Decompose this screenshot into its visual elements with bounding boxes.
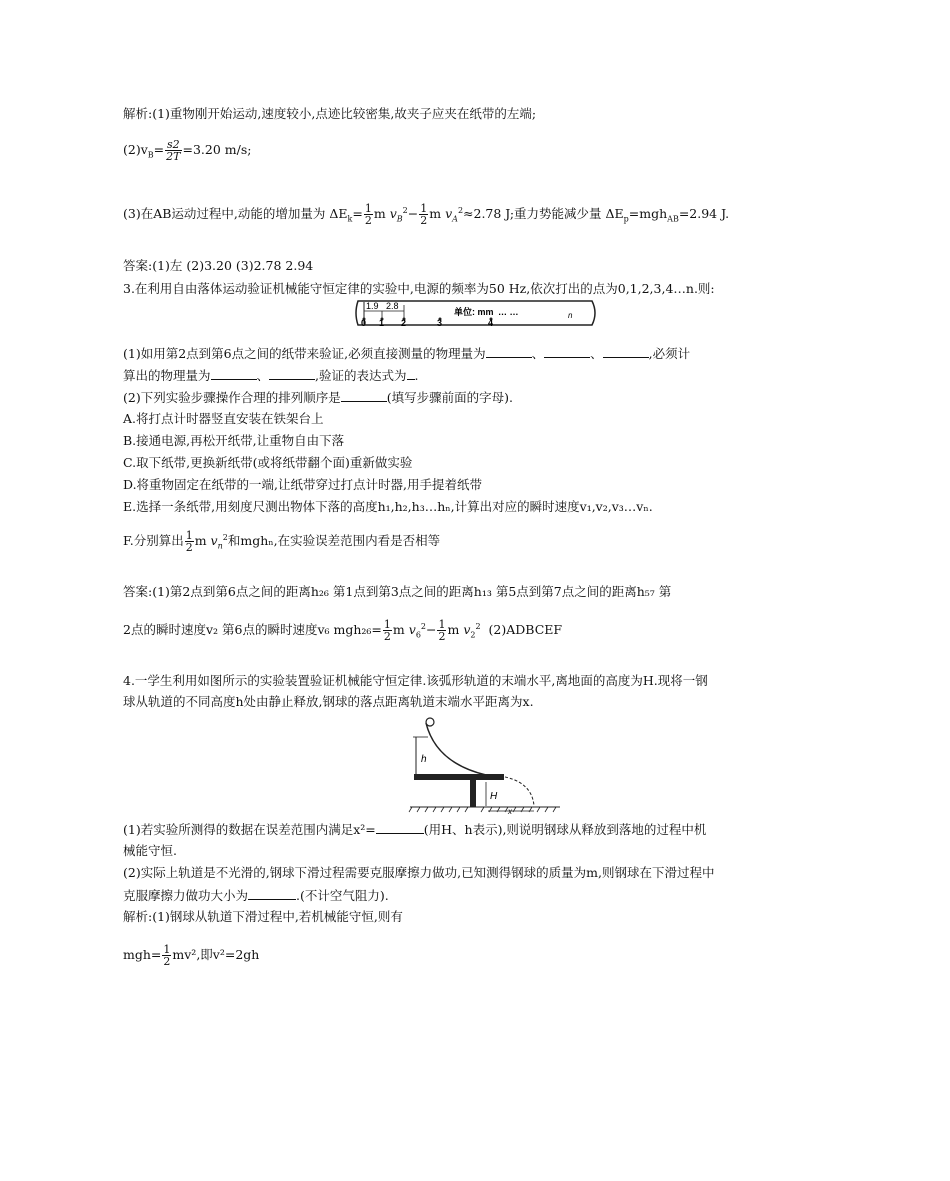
answer-blank	[603, 345, 649, 358]
q4-sub2-line2: 克服摩擦力做功大小为 .(不计空气阻力).	[123, 888, 389, 903]
q4-analysis-line1: 解析:(1)钢球从轨道下滑过程中,若机械能守恒,则有	[123, 909, 403, 924]
q3-answer-line1: 答案:(1)第2点到第6点之间的距离h₂₆ 第1点到第3点之间的距离h₁₃ 第5点到第7点之间的距离h₅₇ 第	[123, 584, 672, 599]
trajectory-curve	[500, 776, 534, 806]
analysis-line-1: 解析:(1)重物刚开始运动,速度较小,点迹比较密集,故夹子应夹在纸带的左端;	[123, 106, 537, 121]
q3-answer-line2: 2点的瞬时速度v₂ 第6点的瞬时速度v₆ mgh₂₆= $\frac{1}{2}$ m $v_6^2-$ $\frac{1}{2}$ m $v_2^2$ (2)ADBCEF	[123, 618, 563, 644]
answer-blank	[544, 345, 590, 358]
question-4-stem-1: 4.一学生利用如图所示的实验装置验证机械能守恒定律.该弧形轨道的末端水平,离地面的高度为H.现将一钢	[123, 673, 708, 688]
svg-text:H: H	[490, 791, 498, 802]
question-4-stem-2: 球从轨道的不同高度h处由静止释放,钢球的落点距离轨道末端水平距离为x.	[123, 694, 534, 709]
option-e: E.选择一条纸带,用刻度尺测出物体下落的高度h₁,h₂,h₃…hₙ,计算出对应的瞬时速度v₁,v₂,v₃…vₙ.	[123, 499, 653, 514]
option-d: D.将重物固定在纸带的一端,让纸带穿过打点计时器,用手提着纸带	[123, 477, 482, 492]
track-table	[414, 774, 504, 780]
svg-text:单位: mm: 单位: mm	[454, 307, 494, 317]
option-f: F.分别算出 $\frac{1}{2}$ m $v_n^2$和mghₙ,在实验误差范围内看是否相等	[123, 529, 441, 555]
option-c: C.取下纸带,更换新纸带(或将纸带翻个面)重新做实验	[123, 455, 413, 470]
answer-blank	[211, 367, 257, 380]
q3-sub2: (2)下列实验步骤操作合理的排列顺序是 (填写步骤前面的字母).	[123, 390, 513, 405]
answer-blank	[376, 821, 424, 834]
q3-sub1-line1: (1)如用第2点到第6点之间的纸带来验证,必须直接测量的物理量为 、 、 ,必须计	[123, 346, 691, 361]
answer-blank	[248, 887, 296, 900]
option-a: A.将打点计时器竖直安装在铁架台上	[123, 411, 324, 426]
steel-ball	[426, 718, 434, 726]
answer-line: 答案:(1)左 (2)3.20 (3)2.78 2.94	[123, 258, 314, 273]
answer-blank	[341, 389, 387, 402]
q4-sub2-line1: (2)实际上轨道是不光滑的,钢球下滑过程需要克服摩擦力做功,已知测得钢球的质量为m,则钢球在下滑过程中	[123, 865, 715, 880]
q4-sub1-line2: 械能守恒.	[123, 843, 177, 858]
q4-analysis-line2: mgh= $\frac{1}{2}$ mv²,即v²=2gh	[123, 943, 260, 968]
svg-text:2.8: 2.8	[386, 301, 399, 311]
analysis-line-3: (3)在AB运动过程中,动能的增加量为 $\Delta E_k=$ $\frac{1}{2}$ m $v_B^2-$ $\frac{1}{2}$ m $v_A^2\approx 2.78$ J;重力势能减少量 $\Delta E_p=mgh_{AB}=2.94$ J.	[123, 202, 730, 228]
svg-text:3: 3	[437, 318, 443, 328]
answer-blank	[407, 367, 415, 380]
svg-text:4: 4	[488, 318, 494, 328]
option-b: B.接通电源,再松开纸带,让重物自由下落	[123, 433, 345, 448]
fraction: $\frac{s2}{2T}$	[166, 138, 181, 163]
svg-text:… …: … …	[498, 307, 519, 317]
svg-text:x: x	[508, 807, 512, 815]
answer-blank	[486, 345, 532, 358]
svg-text:1.9: 1.9	[366, 301, 379, 311]
answer-blank	[269, 367, 315, 380]
svg-text:1: 1	[379, 318, 385, 328]
analysis-line-2: $(2)v_B=$ $\frac{s2}{2T}$ =3.20 m/s;	[123, 138, 252, 163]
svg-text:n: n	[568, 311, 573, 320]
svg-text:h: h	[421, 754, 427, 765]
track-apparatus-figure	[408, 713, 564, 815]
q4-sub1-line1: (1)若实验所测得的数据在误差范围内满足x²= (用H、h表示),则说明钢球从释放到落地的过程中机	[123, 822, 707, 837]
svg-text:2: 2	[401, 318, 407, 328]
question-3-stem: 3.在利用自由落体运动验证机械能守恒定律的实验中,电源的频率为50 Hz,依次打出的点为0,1,2,3,4…n.则:	[123, 281, 715, 296]
svg-text:0: 0	[361, 318, 367, 328]
q3-sub1-line2: 算出的物理量为 、 ,验证的表达式为 .	[123, 368, 419, 383]
paper-tape-figure	[352, 299, 600, 329]
